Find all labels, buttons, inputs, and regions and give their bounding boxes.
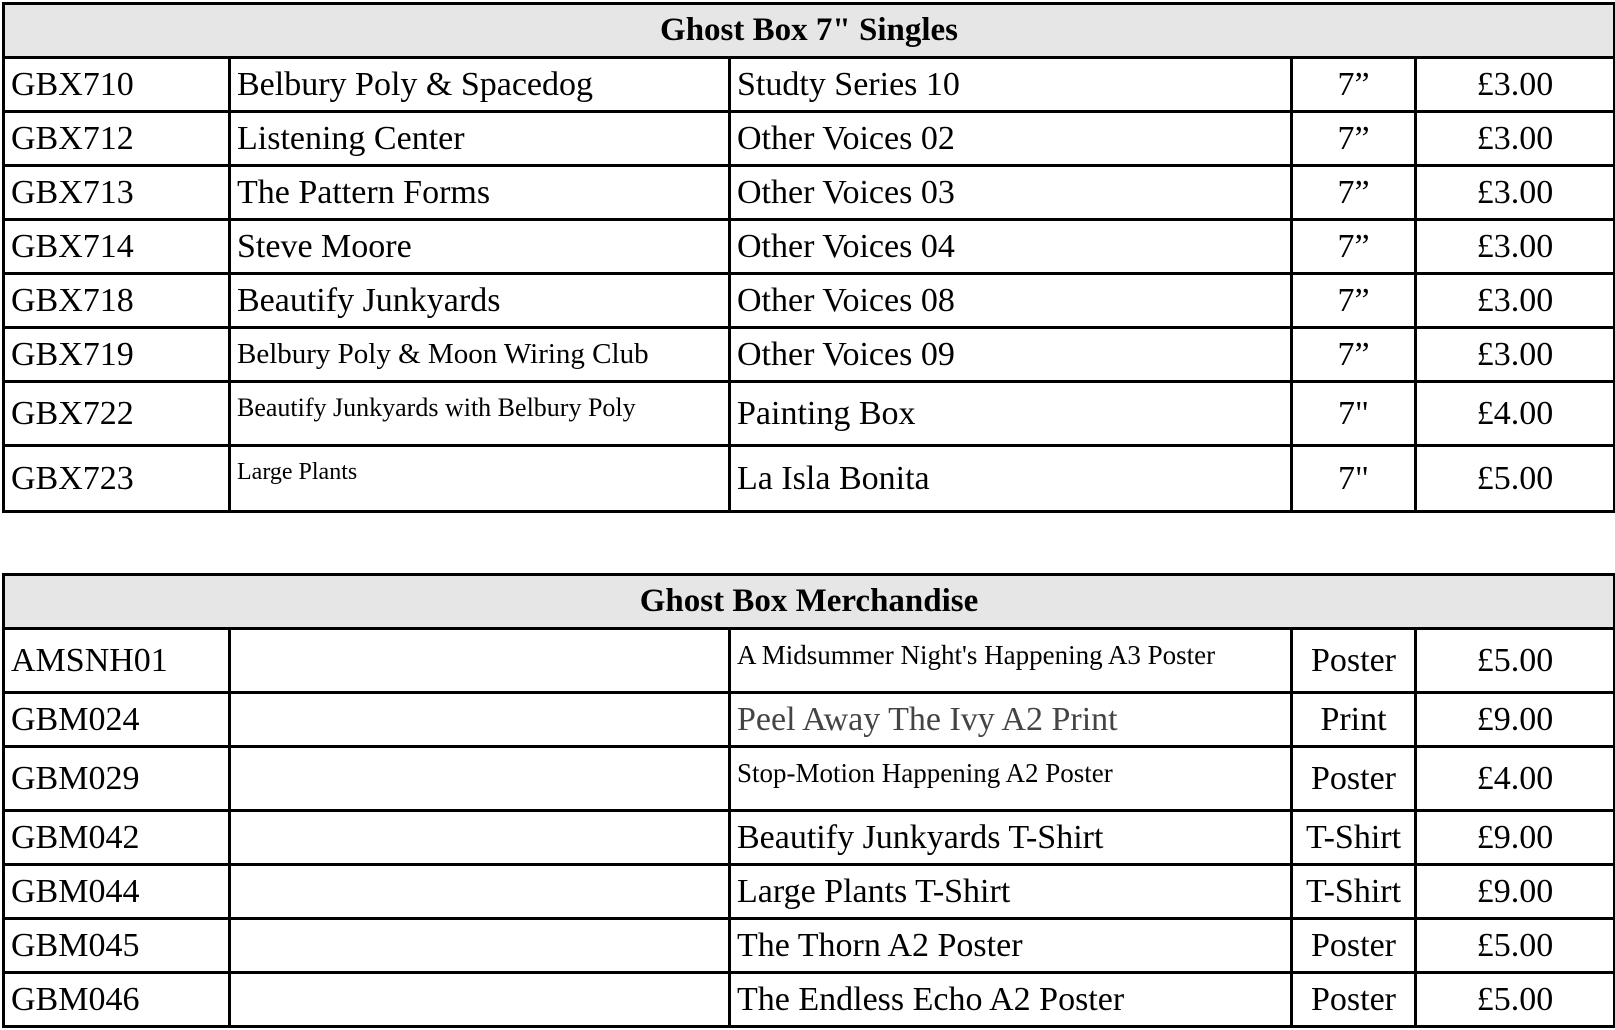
artist-cell xyxy=(230,747,730,811)
title-cell: Beautify Junkyards T-Shirt xyxy=(730,811,1292,865)
table-row xyxy=(4,220,1615,274)
format-cell: 7” xyxy=(1292,166,1416,220)
catalog-code-cell: GBM042 xyxy=(4,811,230,865)
price-cell: £3.00 xyxy=(1416,274,1615,328)
title-cell: Large Plants T-Shirt xyxy=(730,865,1292,919)
artist-cell xyxy=(230,629,730,693)
singles-section-title: Ghost Box 7" Singles xyxy=(4,4,1615,58)
title-cell: Stop-Motion Happening A2 Poster xyxy=(730,747,1292,811)
title-cell: A Midsummer Night's Happening A3 Poster xyxy=(730,629,1292,693)
catalog-code-cell: GBM029 xyxy=(4,747,230,811)
price-cell: £5.00 xyxy=(1416,629,1615,693)
catalog-code-cell: GBM044 xyxy=(4,865,230,919)
table-row xyxy=(4,328,1615,382)
title-cell: Other Voices 03 xyxy=(730,166,1292,220)
singles-title-row xyxy=(4,4,1615,58)
table-row xyxy=(4,166,1615,220)
price-cell: £9.00 xyxy=(1416,693,1615,747)
format-cell: T-Shirt xyxy=(1292,865,1416,919)
artist-cell xyxy=(230,693,730,747)
table-row xyxy=(4,446,1615,512)
format-cell: Poster xyxy=(1292,629,1416,693)
price-cell: £5.00 xyxy=(1416,973,1615,1027)
format-cell: 7” xyxy=(1292,220,1416,274)
table-row xyxy=(4,747,1615,811)
title-cell: La Isla Bonita xyxy=(730,446,1292,512)
title-cell: Other Voices 08 xyxy=(730,274,1292,328)
format-cell: 7” xyxy=(1292,112,1416,166)
singles-table xyxy=(2,2,1615,513)
title-cell: Other Voices 02 xyxy=(730,112,1292,166)
artist-cell xyxy=(230,811,730,865)
artist-cell: Listening Center xyxy=(230,112,730,166)
catalog-code-cell: GBX719 xyxy=(4,328,230,382)
artist-cell: Beautify Junkyards with Belbury Poly xyxy=(230,382,730,446)
price-cell: £3.00 xyxy=(1416,220,1615,274)
price-cell: £3.00 xyxy=(1416,328,1615,382)
format-cell: 7” xyxy=(1292,328,1416,382)
title-cell: Other Voices 04 xyxy=(730,220,1292,274)
table-row xyxy=(4,382,1615,446)
catalog-code-cell: GBX710 xyxy=(4,58,230,112)
merch-title-row xyxy=(4,575,1615,629)
artist-cell: Belbury Poly & Moon Wiring Club xyxy=(230,328,730,382)
format-cell: Print xyxy=(1292,693,1416,747)
artist-cell: Belbury Poly & Spacedog xyxy=(230,58,730,112)
format-cell: 7” xyxy=(1292,58,1416,112)
price-cell: £3.00 xyxy=(1416,166,1615,220)
catalog-code-cell: GBM045 xyxy=(4,919,230,973)
title-cell: The Endless Echo A2 Poster xyxy=(730,973,1292,1027)
table-row xyxy=(4,919,1615,973)
artist-cell: Steve Moore xyxy=(230,220,730,274)
format-cell: T-Shirt xyxy=(1292,811,1416,865)
price-cell: £4.00 xyxy=(1416,382,1615,446)
table-row xyxy=(4,973,1615,1027)
format-cell: Poster xyxy=(1292,919,1416,973)
format-cell: Poster xyxy=(1292,747,1416,811)
table-row xyxy=(4,693,1615,747)
artist-cell: Beautify Junkyards xyxy=(230,274,730,328)
price-cell: £5.00 xyxy=(1416,446,1615,512)
price-cell: £9.00 xyxy=(1416,811,1615,865)
catalog-code-cell: AMSNH01 xyxy=(4,629,230,693)
table-row xyxy=(4,629,1615,693)
catalog-code-cell: GBX712 xyxy=(4,112,230,166)
artist-cell: Large Plants xyxy=(230,446,730,512)
merch-section-title: Ghost Box Merchandise xyxy=(4,575,1615,629)
artist-cell xyxy=(230,865,730,919)
table-row xyxy=(4,58,1615,112)
catalog-code-cell: GBX714 xyxy=(4,220,230,274)
catalog-code-cell: GBM024 xyxy=(4,693,230,747)
catalog-code-cell: GBX718 xyxy=(4,274,230,328)
catalog-code-cell: GBM046 xyxy=(4,973,230,1027)
price-cell: £5.00 xyxy=(1416,919,1615,973)
artist-cell xyxy=(230,919,730,973)
catalog-code-cell: GBX713 xyxy=(4,166,230,220)
title-cell: Other Voices 09 xyxy=(730,328,1292,382)
table-row xyxy=(4,865,1615,919)
catalog-code-cell: GBX723 xyxy=(4,446,230,512)
merch-table xyxy=(2,573,1615,1028)
price-cell: £9.00 xyxy=(1416,865,1615,919)
price-cell: £3.00 xyxy=(1416,58,1615,112)
table-row xyxy=(4,274,1615,328)
title-cell: The Thorn A2 Poster xyxy=(730,919,1292,973)
title-cell: Painting Box xyxy=(730,382,1292,446)
price-cell: £4.00 xyxy=(1416,747,1615,811)
price-cell: £3.00 xyxy=(1416,112,1615,166)
title-cell: Peel Away The Ivy A2 Print xyxy=(730,693,1292,747)
table-row xyxy=(4,811,1615,865)
format-cell: 7” xyxy=(1292,274,1416,328)
artist-cell: The Pattern Forms xyxy=(230,166,730,220)
artist-cell xyxy=(230,973,730,1027)
format-cell: 7" xyxy=(1292,382,1416,446)
format-cell: Poster xyxy=(1292,973,1416,1027)
table-row xyxy=(4,112,1615,166)
format-cell: 7" xyxy=(1292,446,1416,512)
title-cell: Studty Series 10 xyxy=(730,58,1292,112)
catalog-code-cell: GBX722 xyxy=(4,382,230,446)
